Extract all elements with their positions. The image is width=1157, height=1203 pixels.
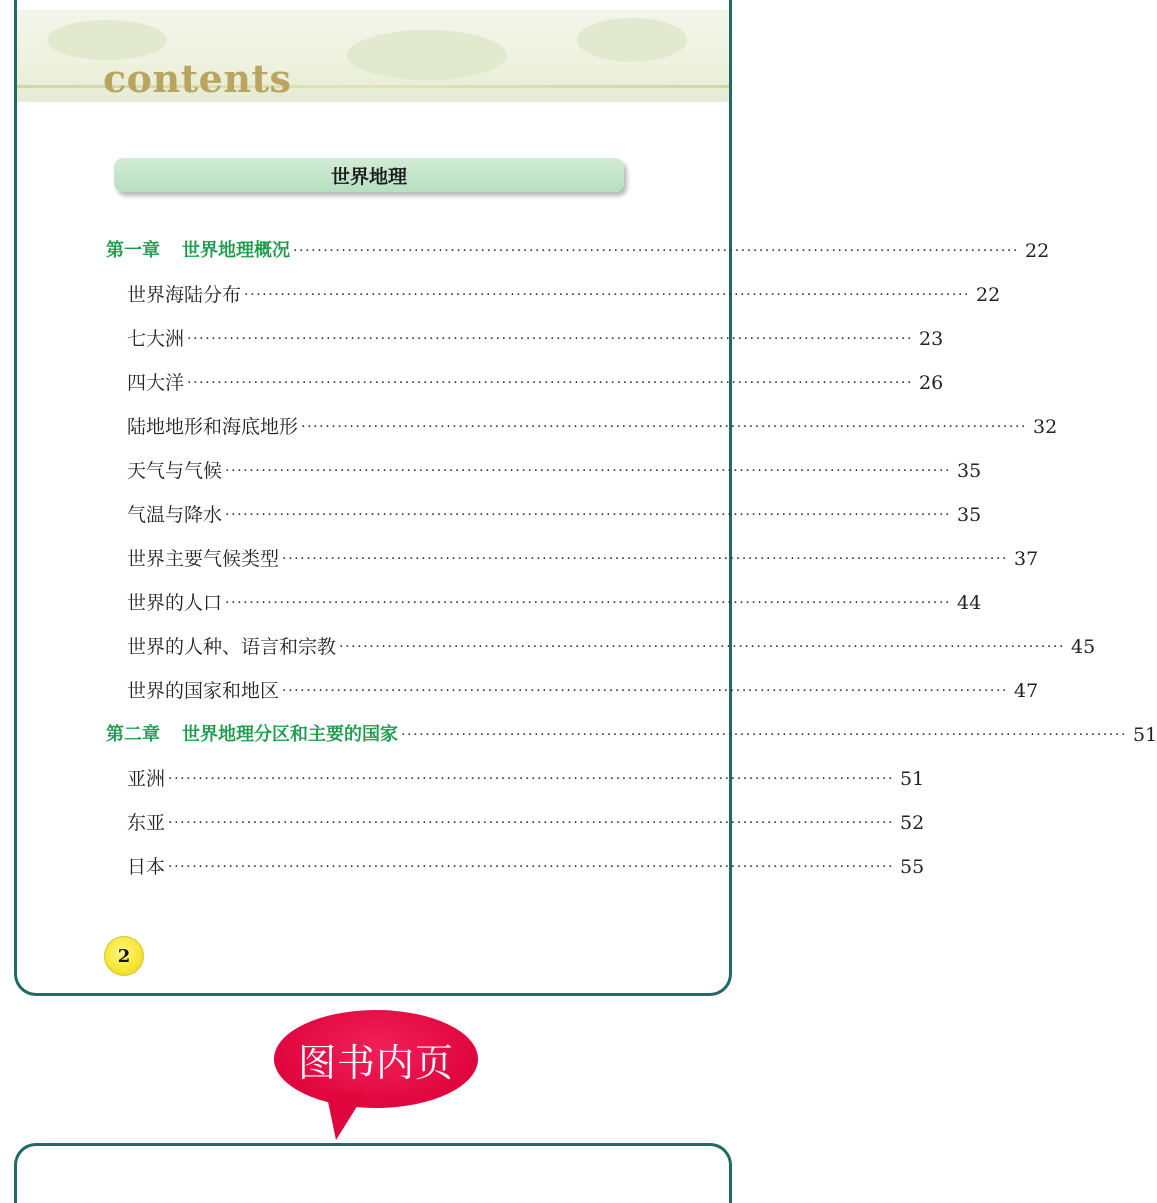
section-title: 世界地理 [330, 165, 407, 188]
toc-title: 亚洲 [127, 768, 166, 790]
chapter-number: 第一章 [106, 240, 160, 261]
map-decoration [47, 20, 167, 60]
toc-title: 四大洋 [127, 372, 185, 394]
toc-entry-row[interactable] [106, 850, 925, 880]
toc-title: 世界的人种、语言和宗教 [127, 636, 337, 658]
toc-page-number: 22 [976, 284, 1001, 306]
book-pages-badge [274, 1010, 478, 1108]
toc-chapter-row[interactable] [106, 234, 1050, 264]
page-number-badge [104, 936, 144, 976]
dot-leader: ························································································································ [187, 375, 914, 391]
toc-title: 日本 [127, 856, 166, 878]
toc-page-number: 32 [1033, 416, 1058, 438]
toc-title: 世界地理分区和主要的国家 [182, 724, 398, 745]
toc-chapter-row[interactable] [106, 718, 1157, 748]
toc-title: 天气与气候 [127, 460, 223, 482]
toc-entry-row[interactable] [106, 322, 944, 352]
dot-leader: ························································································································ [168, 771, 895, 787]
toc-page-number: 35 [957, 460, 982, 482]
page-number: 2 [117, 945, 131, 967]
toc-page-number: 51 [1133, 724, 1157, 746]
dot-leader: ························································································································ [293, 243, 1020, 259]
header-band [17, 10, 729, 102]
toc-title: 世界的国家和地区 [127, 680, 280, 702]
section-title-bar [114, 158, 624, 192]
toc-entry-row[interactable] [106, 542, 1039, 572]
dot-leader: ························································································································ [225, 463, 952, 479]
toc-page-number: 44 [957, 592, 982, 614]
toc-title: 世界的人口 [127, 592, 223, 614]
dot-leader: ························································································································ [225, 595, 952, 611]
map-decoration [347, 30, 507, 80]
dot-leader: ························································································································ [168, 815, 895, 831]
dot-leader: ························································································································ [401, 727, 1128, 743]
toc-entry-row[interactable] [106, 498, 982, 528]
toc-page-number: 35 [957, 504, 982, 526]
dot-leader: ························································································································ [339, 639, 1066, 655]
dot-leader: ························································································································ [168, 859, 895, 875]
toc-page-number: 23 [919, 328, 944, 350]
chapter-number: 第二章 [106, 724, 160, 745]
toc-page-number: 47 [1014, 680, 1039, 702]
book-pages-label: 图书内页 [297, 1040, 454, 1085]
dot-leader: ························································································································ [301, 419, 1028, 435]
toc-page-number: 52 [900, 812, 925, 834]
toc-entry-row[interactable] [106, 674, 1039, 704]
contents-heading: contents [103, 56, 292, 101]
toc-page-number: 55 [900, 856, 925, 878]
toc-page-number: 45 [1071, 636, 1096, 658]
dot-leader: ························································································································ [282, 683, 1009, 699]
page-frame [14, 0, 1157, 996]
toc-page-number: 51 [900, 768, 925, 790]
dot-leader: ························································································································ [244, 287, 971, 303]
toc-title: 世界主要气候类型 [127, 548, 280, 570]
toc-entry-row[interactable] [106, 586, 982, 616]
toc-entry-row[interactable] [106, 278, 1001, 308]
next-page-frame [14, 1143, 732, 1203]
dot-leader: ························································································································ [282, 551, 1009, 567]
toc-title: 气温与降水 [127, 504, 223, 526]
toc-entry-row[interactable] [106, 630, 1096, 660]
toc-page-number: 26 [919, 372, 944, 394]
toc-title: 世界海陆分布 [127, 284, 242, 306]
toc-title: 东亚 [127, 812, 166, 834]
toc-entry-row[interactable] [106, 366, 944, 396]
toc-title: 世界地理概况 [182, 240, 290, 261]
toc-page-number: 22 [1025, 240, 1050, 262]
dot-leader: ························································································································ [187, 331, 914, 347]
toc-entry-row[interactable] [106, 410, 1058, 440]
map-decoration [577, 18, 687, 62]
toc-entry-row[interactable] [106, 806, 925, 836]
dot-leader: ························································································································ [225, 507, 952, 523]
toc-entry-row[interactable] [106, 454, 982, 484]
toc-title: 陆地地形和海底地形 [127, 416, 299, 438]
toc-title: 七大洲 [127, 328, 185, 350]
speech-bubble-tail [326, 1092, 366, 1140]
toc-entry-row[interactable] [106, 762, 925, 792]
toc-page-number: 37 [1014, 548, 1039, 570]
